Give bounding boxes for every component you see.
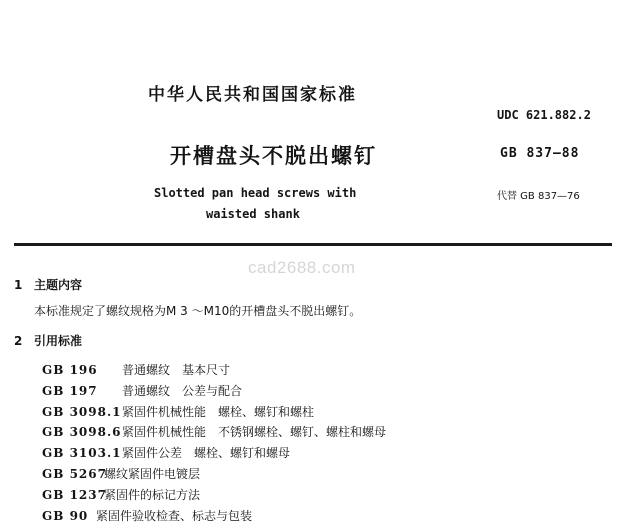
udc-number: UDC 621.882.2 [497,108,591,122]
reference-list [42,360,386,526]
reference-title: 紧固件机械性能 螺栓、螺钉和螺柱 [122,404,315,419]
section-title: 引用标准 [34,334,83,348]
watermark: cad2688.com [248,258,356,277]
section-1-text: 本标准规定了螺纹规格为M 3 ～M10的开槽盘头不脱出螺钉。 [34,304,362,318]
reference-item [42,506,386,527]
standard-title-en [154,183,356,225]
reference-code: GB 196 [42,363,98,377]
reference-title: 紧固件的标记方法 [104,487,201,502]
replaces-note: 代替 GB 837—76 [497,191,580,202]
reference-item [42,381,386,402]
standard-title-cn: 开槽盘头不脱出螺钉 [170,144,377,168]
reference-item [42,402,386,423]
national-standard-heading: 中华人民共和国国家标准 [148,85,357,105]
reference-code: GB 3103.1 [42,446,122,461]
reference-code: GB 1237 [42,487,107,502]
reference-item [42,443,386,464]
reference-item [42,485,386,506]
reference-title: 螺纹紧固件电镀层 [104,466,201,481]
standard-title-en-line1: Slotted pan head screws with [154,186,357,200]
section-number: 1 [14,278,23,292]
reference-code: GB 197 [42,383,98,398]
reference-code: GB 5267 [42,466,107,481]
section-2-heading [14,332,82,349]
section-1-heading [14,276,82,293]
gb-code: GB 837—88 [500,146,580,161]
reference-item [42,360,386,381]
header-divider [14,243,612,246]
reference-item [42,464,386,485]
reference-title: 紧固件机械性能 不锈钢螺栓、螺钉、螺柱和螺母 [122,425,387,440]
reference-code: GB 3098.1 [42,404,122,419]
reference-code: GB 3098.6 [42,425,122,440]
reference-title: 普通螺纹 公差与配合 [122,383,243,398]
reference-title: 紧固件公差 螺栓、螺钉和螺母 [122,446,291,461]
reference-title: 普通螺纹 基本尺寸 [122,363,231,377]
standard-title-en-line2: waisted shank [206,207,300,221]
section-number: 2 [14,334,23,348]
reference-code: GB 90 [42,508,89,523]
reference-title: 紧固件验收检查、标志与包装 [96,508,253,523]
section-title: 主题内容 [34,278,83,292]
reference-item [42,422,386,443]
